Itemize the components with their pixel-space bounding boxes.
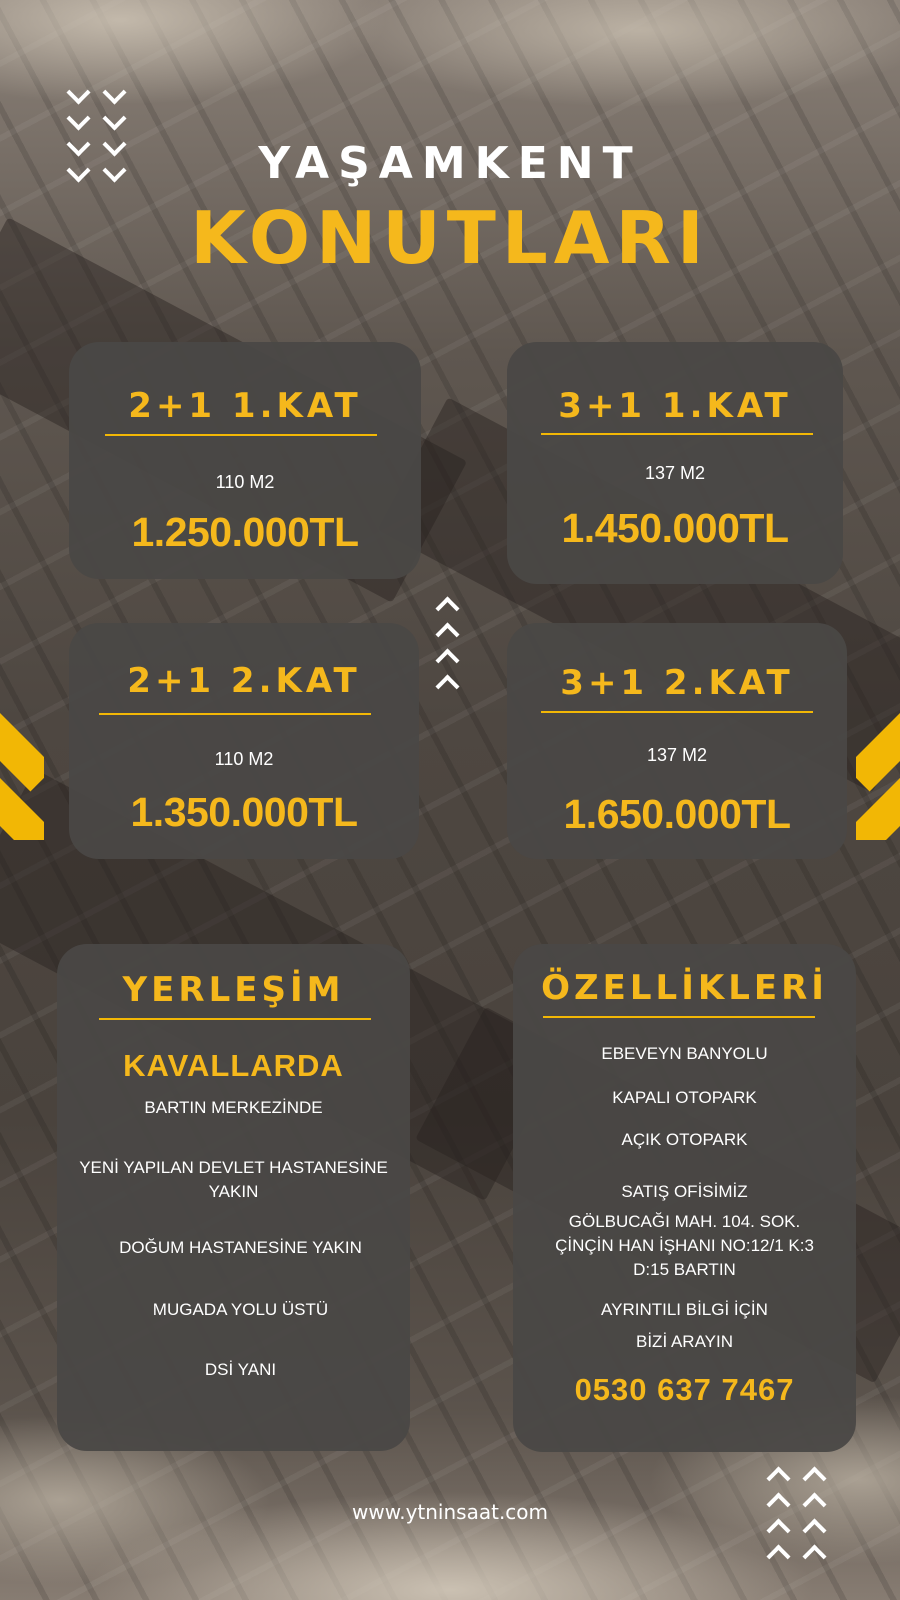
brand-subtitle: KONUTLARI — [190, 196, 710, 280]
divider — [543, 1016, 815, 1018]
unit-price: 1.450.000TL — [561, 505, 789, 551]
unit-price: 1.650.000TL — [563, 791, 791, 837]
chevron-up-icon — [802, 1466, 826, 1490]
unit-title: 2+1 2.KAT — [127, 661, 361, 701]
unit-card — [69, 623, 419, 859]
chevron-up-icon — [435, 622, 459, 646]
diagonal-stripes-left — [0, 690, 44, 840]
chevron-down-icon — [66, 106, 90, 130]
diagonal-stripes-right — [856, 690, 900, 840]
unit-title: 3+1 2.KAT — [560, 663, 794, 703]
location-card — [57, 944, 410, 1451]
sales-office-label: SATIŞ OFİSİMİZ — [621, 1182, 748, 1201]
unit-area: 137 M2 — [644, 463, 706, 483]
location-item: BARTIN MERKEZİNDE — [144, 1098, 323, 1117]
chevron-up-icon — [435, 674, 459, 698]
unit-card — [69, 342, 421, 579]
phone-number[interactable]: 0530 637 7467 — [574, 1372, 795, 1407]
chevron-up-icon — [766, 1466, 790, 1490]
unit-area: 137 M2 — [646, 745, 708, 765]
features-card — [513, 944, 856, 1452]
website-link[interactable]: www.ytninsaat.com — [351, 1500, 549, 1524]
unit-price: 1.250.000TL — [131, 509, 359, 555]
location-title: YERLEŞİM — [122, 970, 345, 1010]
unit-card — [507, 623, 847, 859]
chevron-up-icon — [435, 648, 459, 672]
feature-item: KAPALI OTOPARK — [612, 1088, 757, 1107]
sales-office-address: GÖLBUCAĞI MAH. 104. SOK. ÇİNÇİN HAN İŞHANI NO:12/1 K:3 D:15 BARTIN — [555, 1212, 814, 1279]
chevron-up-icon — [766, 1544, 790, 1568]
location-item: DOĞUM HASTANESİNE YAKIN — [119, 1238, 362, 1257]
call-label: BİZİ ARAYIN — [636, 1332, 733, 1351]
unit-price: 1.350.000TL — [130, 789, 358, 835]
feature-item: AÇIK OTOPARK — [621, 1130, 748, 1149]
divider — [99, 713, 371, 715]
features-title: ÖZELLİKLERİ — [541, 968, 828, 1008]
chevron-down-icon — [102, 80, 126, 104]
divider — [541, 433, 813, 435]
chevron-down-icon — [66, 80, 90, 104]
location-item: DSİ YANI — [204, 1360, 277, 1379]
chevron-up-icon-group — [437, 596, 467, 696]
brand-name: YAŞAMKENT — [258, 138, 642, 189]
feature-item: EBEVEYN BANYOLU — [601, 1044, 768, 1063]
unit-area: 110 M2 — [215, 472, 275, 492]
chevron-down-icon — [102, 106, 126, 130]
info-label: AYRINTILI BİLGİ İÇİN — [601, 1300, 768, 1319]
unit-title: 3+1 1.KAT — [558, 386, 792, 426]
divider — [99, 1018, 371, 1020]
unit-card — [507, 342, 843, 584]
divider — [105, 434, 377, 436]
location-item: YENİ YAPILAN DEVLET HASTANESİNE YAKIN — [79, 1158, 388, 1201]
unit-title: 2+1 1.KAT — [128, 386, 362, 426]
divider — [541, 711, 813, 713]
chevron-up-icon — [802, 1544, 826, 1568]
chevron-up-icon — [435, 596, 459, 620]
location-headline: KAVALLARDA — [123, 1048, 344, 1083]
location-item: MUGADA YOLU ÜSTÜ — [152, 1300, 329, 1319]
unit-area: 110 M2 — [214, 749, 274, 769]
